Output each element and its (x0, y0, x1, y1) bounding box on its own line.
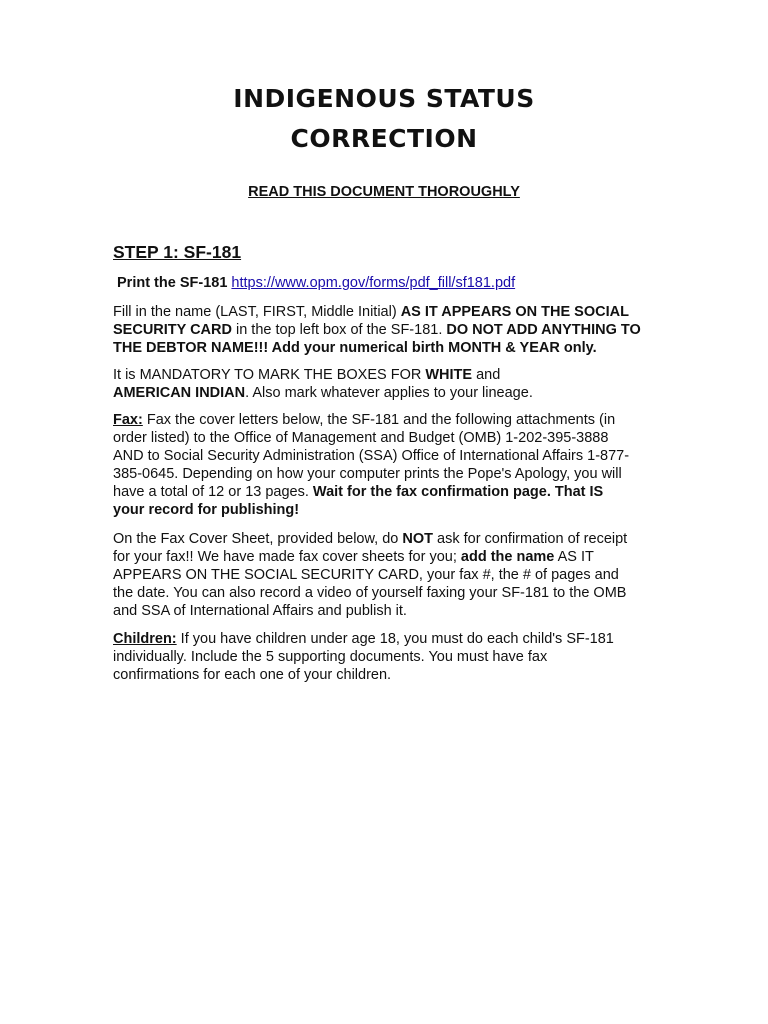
cover-line-1: On the Fax Cover Sheet, provided below, do NOT ask for confirmation of receipt (113, 531, 628, 547)
print-label: Print the SF-181 (117, 275, 228, 291)
children-line-1: Children: If you have children under age 18, you must do each child's SF-181 (113, 631, 614, 647)
read-thoroughly-subtitle: READ THIS DOCUMENT THOROUGHLY (248, 184, 520, 200)
document-title-line-2: CORRECTION (290, 124, 478, 153)
fax-line-3: AND to Social Security Administration (SSA) Office of International Affairs 1-877- (113, 448, 630, 464)
mandatory-line-1: It is MANDATORY TO MARK THE BOXES FOR WHITE and (113, 367, 501, 383)
cover-line-4: the date. You can also record a video of yourself faxing your SF-181 to the OMB (113, 585, 627, 601)
children-paragraph (113, 630, 658, 684)
print-sf181-line (117, 274, 662, 292)
children-line-2: individually. Include the 5 supporting documents. You must have fax (113, 649, 548, 665)
fax-line-1: Fax: Fax the cover letters below, the SF-181 and the following attachments (in (113, 412, 616, 428)
fill-line-3: THE DEBTOR NAME!!! Add your numerical birth MONTH & YEAR only. (113, 340, 597, 356)
fax-line-4: 385-0645. Depending on how your computer prints the Pope's Apology, you will (113, 466, 622, 482)
step-1-heading: STEP 1: SF-181 (113, 242, 242, 262)
fill-name-paragraph (113, 303, 658, 357)
fax-line-6: your record for publishing! (113, 502, 300, 518)
sf181-link[interactable]: https://www.opm.gov/forms/pdf_fill/sf181.pdf (231, 275, 516, 291)
children-label: Children: (113, 631, 177, 647)
children-line-3: confirmations for each one of your children. (113, 667, 392, 683)
fill-line-1: Fill in the name (LAST, FIRST, Middle Initial) AS IT APPEARS ON THE SOCIAL (113, 304, 629, 320)
cover-line-2: for your fax!! We have made fax cover sheets for you; add the name AS IT (113, 549, 594, 565)
cover-line-3: APPEARS ON THE SOCIAL SECURITY CARD, your fax #, the # of pages and (113, 567, 619, 583)
mandatory-line-2: AMERICAN INDIAN. Also mark whatever applies to your lineage. (113, 385, 533, 401)
document-title-line-1: INDIGENOUS STATUS (233, 84, 535, 113)
cover-sheet-paragraph (113, 530, 658, 620)
cover-line-5: and SSA of International Affairs and publish it. (113, 603, 407, 619)
fax-paragraph (113, 411, 658, 519)
fax-line-2: order listed) to the Office of Management and Budget (OMB) 1-202-395-3888 (113, 430, 609, 446)
fill-line-2: SECURITY CARD in the top left box of the SF-181. DO NOT ADD ANYTHING TO (113, 322, 641, 338)
fax-label: Fax: (113, 412, 143, 428)
fax-line-5: have a total of 12 or 13 pages. Wait for the fax confirmation page. That IS (113, 484, 604, 500)
mandatory-boxes-paragraph (113, 366, 658, 402)
